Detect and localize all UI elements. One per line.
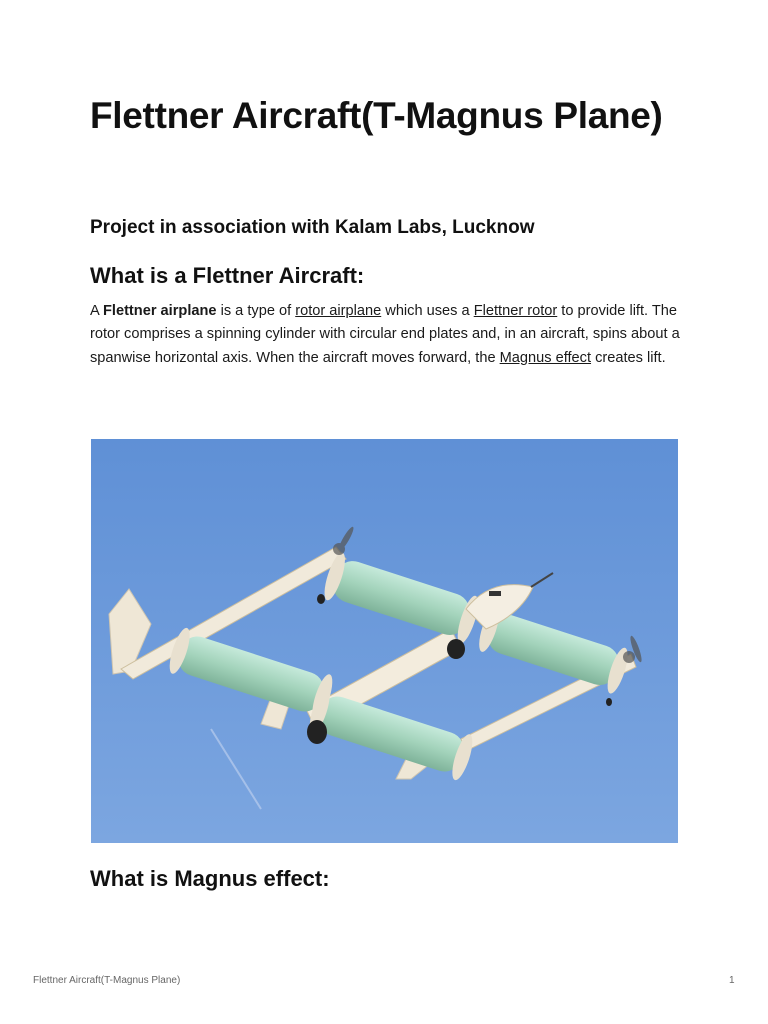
- wheel-left: [317, 594, 325, 604]
- canopy: [489, 591, 501, 596]
- wheel-rear: [307, 720, 327, 744]
- section-paragraph-flettner: [90, 300, 682, 370]
- footer-document-title: Flettner Aircraft(T-Magnus Plane): [33, 975, 181, 986]
- section-heading-magnus: What is Magnus effect:: [90, 866, 330, 891]
- text-run: creates lift.: [591, 349, 666, 366]
- aircraft-photo: [91, 439, 678, 843]
- link-rotor-airplane[interactable]: rotor airplane: [295, 303, 382, 319]
- section-heading-flettner: What is a Flettner Aircraft:: [90, 263, 365, 288]
- page-subtitle: Project in association with Kalam Labs, Lucknow: [90, 217, 535, 238]
- text-run: which uses a: [381, 303, 474, 319]
- wheel-right: [606, 698, 612, 706]
- link-flettner-rotor[interactable]: Flettner rotor: [473, 303, 558, 319]
- footer-page-number: 1: [729, 975, 735, 986]
- text-run: is a type of: [216, 303, 296, 319]
- text-run: to provide lift. The rotor comprises a spinning cylinder with circular end plates and, in an aircraft, spins about a spanwise horizontal axis. When the aircraft moves forward, the: [90, 303, 680, 366]
- text-run: A: [90, 303, 103, 319]
- page-title: Flettner Aircraft(T-Magnus Plane): [90, 95, 663, 136]
- wheel-front: [447, 639, 465, 659]
- bold-term: Flettner airplane: [102, 303, 217, 319]
- link-magnus-effect[interactable]: Magnus effect: [499, 349, 592, 366]
